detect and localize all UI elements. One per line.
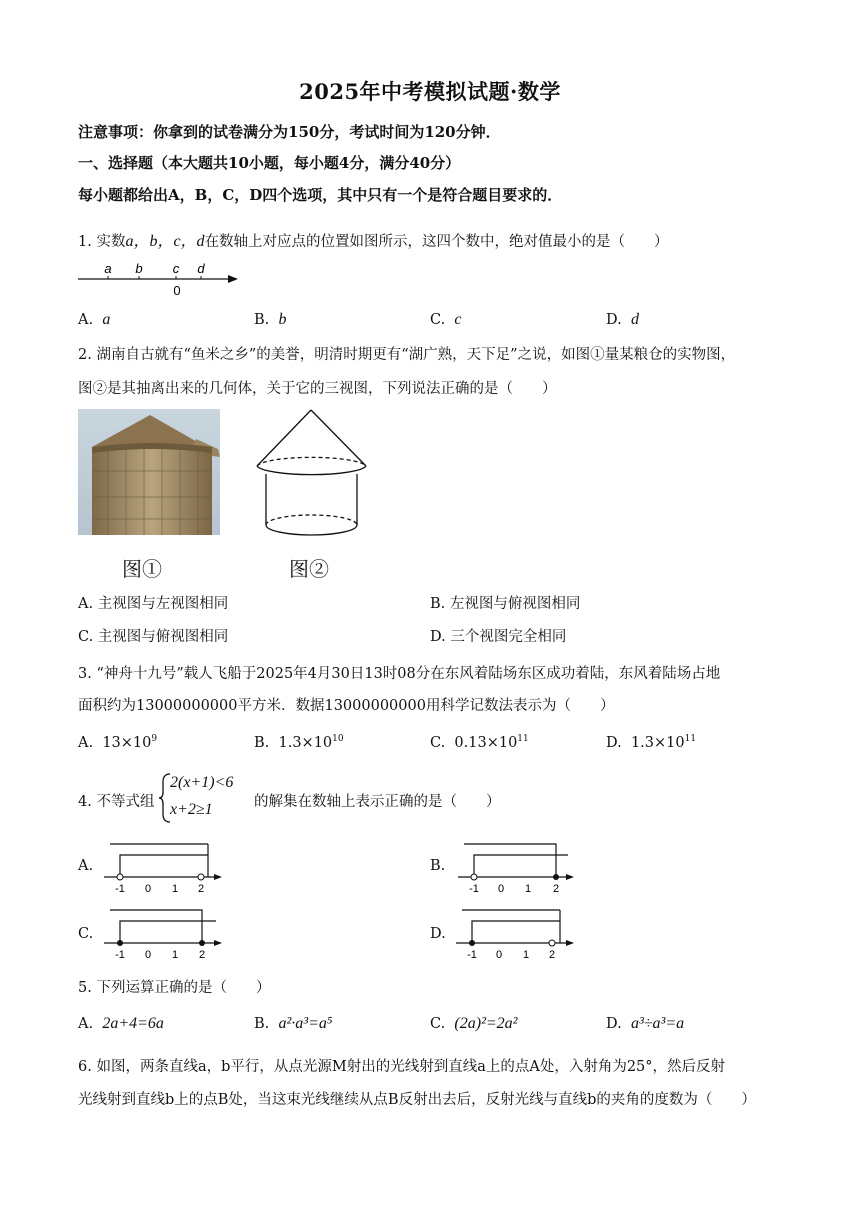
svg-text:1: 1 [171, 883, 179, 895]
q4-option-b-number-line[interactable] [450, 840, 580, 896]
section-description: 每小题都给出A，B，C，D四个选项，其中只有一个是符合题目要求的． [78, 186, 563, 204]
q4-option-c-number-line[interactable] [98, 906, 228, 962]
q4-option-a-number-line[interactable] [98, 840, 228, 896]
q1-axis-label-b: b [135, 261, 143, 276]
q1-option-d[interactable]: D. d [606, 311, 639, 328]
q3-option-c[interactable]: C. $0.13\times 10^{11}$ [430, 734, 529, 751]
geometric-solid-figure [252, 408, 372, 538]
q1-option-b[interactable]: B. b [254, 311, 287, 328]
svg-text:2: 2 [197, 883, 205, 895]
page-title: 2025年中考模拟试题·数学 [299, 79, 561, 104]
granary-photo [78, 409, 220, 535]
q1-stem [78, 228, 669, 251]
q2-option-a[interactable]: A. 主视图与左视图相同 [78, 596, 229, 612]
q5-option-d[interactable]: D. a³÷a³=a [606, 1015, 685, 1032]
q4-option-c-letter[interactable]: C. [78, 926, 94, 942]
q3-stem-line1: 3. “神舟十九号”载人飞船于2025年4月30日13时08分在东风着陆场东区成功着陆，东风着陆场占地 [78, 666, 721, 682]
q2-option-c[interactable]: C. 主视图与俯视图相同 [78, 629, 229, 645]
q1-axis-label-d: d [197, 261, 205, 276]
q1-vars: a，b，c，d [125, 233, 205, 250]
q4-inequality-1: 2(x+1)<6 [170, 774, 234, 791]
svg-text:2: 2 [548, 949, 556, 961]
q4-inequality-2: x+2≥1 [170, 801, 213, 818]
fig2-caption: 图② [289, 557, 329, 581]
svg-text:0: 0 [144, 949, 152, 961]
q4-option-b-letter[interactable]: B. [430, 858, 446, 874]
q1-text-pre: 1. 实数 [78, 234, 126, 250]
fig1-caption: 图① [122, 557, 162, 581]
q4-option-a-letter[interactable]: A. [78, 858, 94, 874]
svg-text:-1: -1 [467, 949, 477, 961]
svg-text:0: 0 [497, 883, 505, 895]
q1-number-line [76, 255, 246, 297]
q2-stem-line2: 图②是其抽离出来的几何体，关于它的三视图，下列说法正确的是（ ） [78, 381, 557, 397]
q4-option-d-number-line[interactable] [450, 906, 580, 962]
q1-axis-label-c: c [172, 261, 180, 276]
svg-text:2: 2 [198, 949, 206, 961]
q3-stem-line2: 面积约为13000000000平方米．数据13000000000用科学记数法表示为（ ） [78, 698, 615, 714]
q2-option-d[interactable]: D. 三个视图完全相同 [430, 629, 567, 645]
q4-stem-pre: 4. 不等式组 [78, 794, 155, 810]
q4-option-d-letter[interactable]: D. [430, 926, 446, 942]
q1-text-post: 在数轴上对应点的位置如图所示，这四个数中，绝对值最小的是（ ） [204, 234, 669, 250]
q5-option-b[interactable]: B. a²·a³=a⁵ [254, 1015, 333, 1032]
q6-stem-line1: 6. 如图，两条直线a，b平行，从点光源M射出的光线射到直线a上的点A处，入射角为25°，然后反射 [78, 1059, 726, 1075]
q5-option-c[interactable]: C. (2a)²=2a² [430, 1015, 518, 1032]
q4-stem-post: 的解集在数轴上表示正确的是（ ） [254, 794, 501, 810]
svg-text:-1: -1 [469, 883, 479, 895]
q3-option-a[interactable]: A. $13\times 10^9$ [78, 734, 158, 751]
q3-option-b[interactable]: B. $1.3\times 10^{10}$ [254, 734, 344, 751]
svg-text:1: 1 [522, 949, 530, 961]
q2-stem-line1: 2. 湖南自古就有“鱼米之乡”的美誉，明清时期更有“湖广熟，天下足”之说，如图①量某粮仓的实物图， [78, 347, 736, 363]
q3-option-d[interactable]: D. $1.3\times 10^{11}$ [606, 734, 697, 751]
svg-text:0: 0 [495, 949, 503, 961]
svg-text:-1: -1 [115, 883, 125, 895]
svg-text:1: 1 [171, 949, 179, 961]
svg-text:-1: -1 [115, 949, 125, 961]
q2-option-b[interactable]: B. 左视图与俯视图相同 [430, 596, 581, 612]
q1-option-a[interactable]: A. a [78, 311, 111, 328]
q5-stem: 5. 下列运算正确的是（ ） [78, 980, 271, 996]
notice: 注意事项：你拿到的试卷满分为150分，考试时间为120分钟． [78, 123, 501, 141]
svg-text:2: 2 [552, 883, 560, 895]
section-heading: 一、选择题（本大题共10小题，每小题4分，满分40分） [78, 154, 461, 172]
q6-stem-line2: 光线射到直线b上的点B处，当这束光线继续从点B反射出去后，反射光线与直线b的夹角的度数为（ ） [78, 1092, 756, 1108]
q1-axis-label-a: a [104, 261, 112, 276]
svg-text:1: 1 [524, 883, 532, 895]
svg-text:0: 0 [144, 883, 152, 895]
q1-option-c[interactable]: C. c [430, 311, 462, 328]
q5-option-a[interactable]: A. 2a+4=6a [78, 1015, 164, 1032]
q1-axis-zero: 0 [173, 283, 181, 297]
